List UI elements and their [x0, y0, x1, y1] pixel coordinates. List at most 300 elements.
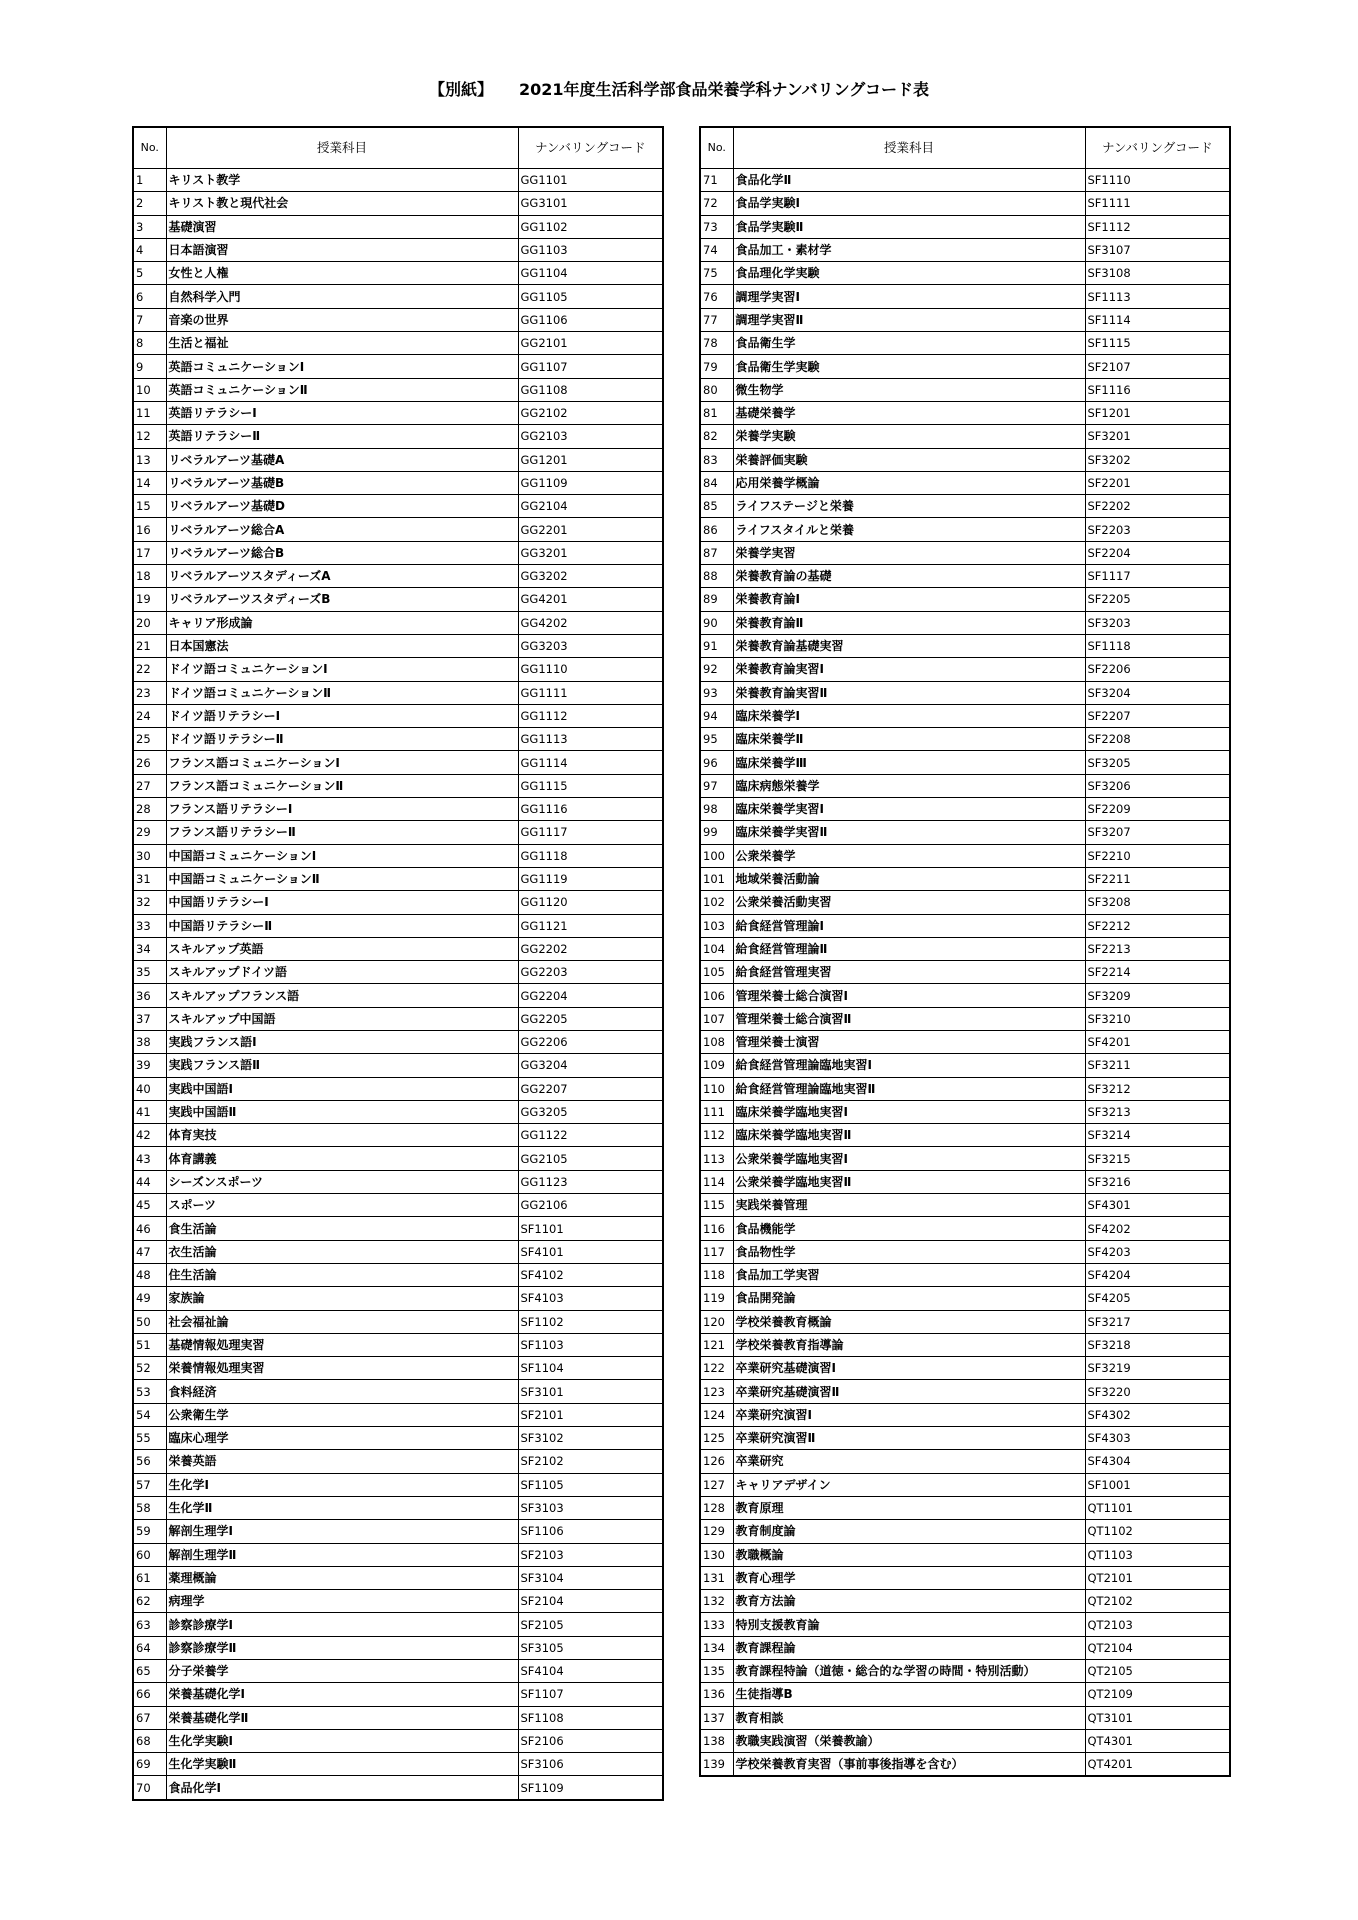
- numbering-code: SF3220: [1085, 1380, 1230, 1403]
- course-name: 栄養教育論実習Ⅱ: [733, 681, 1085, 704]
- table-row: [700, 448, 1230, 471]
- row-number: 120: [700, 1310, 733, 1333]
- course-name: 教育制度論: [733, 1520, 1085, 1543]
- numbering-code: SF3107: [1085, 238, 1230, 261]
- course-name: 応用栄養学概論: [733, 471, 1085, 494]
- course-name: 英語リテラシーⅡ: [166, 425, 518, 448]
- row-number: 71: [700, 169, 733, 192]
- table-row: [700, 1147, 1230, 1170]
- row-number: 28: [133, 798, 166, 821]
- course-name: 公衆衛生学: [166, 1403, 518, 1426]
- numbering-code: GG1107: [518, 355, 663, 378]
- course-name: スキルアップ中国語: [166, 1007, 518, 1030]
- numbering-code: GG1113: [518, 728, 663, 751]
- row-number: 82: [700, 425, 733, 448]
- table-row: [133, 332, 663, 355]
- row-number: 18: [133, 565, 166, 588]
- table-row: [700, 1660, 1230, 1683]
- table-row: [133, 728, 663, 751]
- table-row: [133, 1310, 663, 1333]
- document-title: [0, 77, 1358, 100]
- course-name: 栄養教育論Ⅰ: [733, 588, 1085, 611]
- numbering-code: SF2205: [1085, 588, 1230, 611]
- numbering-code: SF4201: [1085, 1030, 1230, 1053]
- table-header-row: [700, 127, 1230, 169]
- course-name: 食品学実験Ⅰ: [733, 192, 1085, 215]
- row-number: 137: [700, 1706, 733, 1729]
- numbering-code: SF3207: [1085, 821, 1230, 844]
- course-name: 栄養英語: [166, 1450, 518, 1473]
- row-number: 125: [700, 1427, 733, 1450]
- course-name: 生徒指導B: [733, 1683, 1085, 1706]
- table-row: [133, 215, 663, 238]
- row-number: 62: [133, 1590, 166, 1613]
- numbering-code: SF4301: [1085, 1194, 1230, 1217]
- row-number: 84: [700, 471, 733, 494]
- table-body-left: [133, 169, 663, 1800]
- course-name: 生化学Ⅰ: [166, 1473, 518, 1496]
- table-row: [700, 1636, 1230, 1659]
- numbering-code: GG1201: [518, 448, 663, 471]
- numbering-code: SF1113: [1085, 285, 1230, 308]
- table-row: [700, 1613, 1230, 1636]
- course-name: リベラルアーツ基礎A: [166, 448, 518, 471]
- table-row: [700, 611, 1230, 634]
- course-name: 住生活論: [166, 1263, 518, 1286]
- row-number: 58: [133, 1496, 166, 1519]
- row-number: 87: [700, 541, 733, 564]
- course-name: 食品学実験Ⅱ: [733, 215, 1085, 238]
- table-body-right: [700, 169, 1230, 1777]
- row-number: 136: [700, 1683, 733, 1706]
- table-row: [133, 1776, 663, 1800]
- row-number: 43: [133, 1147, 166, 1170]
- numbering-code: SF3106: [518, 1753, 663, 1776]
- numbering-code: GG3203: [518, 634, 663, 657]
- table-row: [700, 425, 1230, 448]
- table-row: [700, 355, 1230, 378]
- numbering-code: QT2104: [1085, 1636, 1230, 1659]
- numbering-code: SF4302: [1085, 1403, 1230, 1426]
- course-name: 地域栄養活動論: [733, 867, 1085, 890]
- numbering-code: GG3202: [518, 565, 663, 588]
- table-row: [133, 1403, 663, 1426]
- row-number: 14: [133, 471, 166, 494]
- numbering-code: SF3217: [1085, 1310, 1230, 1333]
- row-number: 115: [700, 1194, 733, 1217]
- course-name: 自然科学入門: [166, 285, 518, 308]
- table-row: [700, 285, 1230, 308]
- numbering-code: SF2206: [1085, 658, 1230, 681]
- numbering-code: GG1116: [518, 798, 663, 821]
- numbering-code: GG1102: [518, 215, 663, 238]
- row-number: 13: [133, 448, 166, 471]
- table-row: [133, 285, 663, 308]
- row-number: 109: [700, 1054, 733, 1077]
- table-row: [133, 262, 663, 285]
- numbering-code: SF1114: [1085, 308, 1230, 331]
- row-number: 64: [133, 1636, 166, 1659]
- course-name: 教育方法論: [733, 1590, 1085, 1613]
- row-number: 77: [700, 308, 733, 331]
- numbering-table-right: [699, 126, 1231, 1777]
- course-name: 卒業研究演習Ⅱ: [733, 1427, 1085, 1450]
- row-number: 46: [133, 1217, 166, 1240]
- table-row: [133, 1333, 663, 1356]
- row-number: 104: [700, 937, 733, 960]
- table-row: [133, 658, 663, 681]
- numbering-code: SF1108: [518, 1706, 663, 1729]
- numbering-code: SF1102: [518, 1310, 663, 1333]
- table-row: [133, 798, 663, 821]
- header-code: ナンバリングコード: [518, 127, 663, 169]
- course-name: フランス語コミュニケーションⅠ: [166, 751, 518, 774]
- course-name: 日本国憲法: [166, 634, 518, 657]
- row-number: 89: [700, 588, 733, 611]
- row-number: 26: [133, 751, 166, 774]
- row-number: 98: [700, 798, 733, 821]
- row-number: 16: [133, 518, 166, 541]
- course-name: スキルアップ英語: [166, 937, 518, 960]
- row-number: 111: [700, 1100, 733, 1123]
- course-name: 食品化学Ⅰ: [166, 1776, 518, 1800]
- row-number: 20: [133, 611, 166, 634]
- row-number: 76: [700, 285, 733, 308]
- course-name: 社会福祉論: [166, 1310, 518, 1333]
- course-name: 食品衛生学: [733, 332, 1085, 355]
- numbering-table-left: [132, 126, 664, 1801]
- numbering-code: GG2206: [518, 1030, 663, 1053]
- numbering-code: GG1120: [518, 891, 663, 914]
- table-row: [700, 495, 1230, 518]
- course-name: 診察診療学Ⅰ: [166, 1613, 518, 1636]
- row-number: 68: [133, 1729, 166, 1752]
- table-row: [133, 355, 663, 378]
- numbering-code: GG1118: [518, 844, 663, 867]
- title-prefix: 【別紙】: [429, 80, 494, 99]
- row-number: 59: [133, 1520, 166, 1543]
- course-name: 公衆栄養学: [733, 844, 1085, 867]
- course-name: 体育実技: [166, 1124, 518, 1147]
- table-row: [133, 541, 663, 564]
- course-name: 日本語演習: [166, 238, 518, 261]
- row-number: 25: [133, 728, 166, 751]
- course-name: 薬理概論: [166, 1566, 518, 1589]
- course-name: 衣生活論: [166, 1240, 518, 1263]
- row-number: 81: [700, 401, 733, 424]
- row-number: 67: [133, 1706, 166, 1729]
- row-number: 23: [133, 681, 166, 704]
- numbering-code: SF3206: [1085, 774, 1230, 797]
- course-name: 栄養学実験: [733, 425, 1085, 448]
- course-name: 臨床栄養学実習Ⅱ: [733, 821, 1085, 844]
- row-number: 24: [133, 704, 166, 727]
- table-row: [700, 1520, 1230, 1543]
- course-name: キャリア形成論: [166, 611, 518, 634]
- row-number: 8: [133, 332, 166, 355]
- numbering-code: GG4201: [518, 588, 663, 611]
- numbering-code: SF1001: [1085, 1473, 1230, 1496]
- course-name: フランス語リテラシーⅡ: [166, 821, 518, 844]
- numbering-code: QT4301: [1085, 1729, 1230, 1752]
- numbering-code: SF1106: [518, 1520, 663, 1543]
- row-number: 86: [700, 518, 733, 541]
- table-row: [133, 495, 663, 518]
- row-number: 118: [700, 1263, 733, 1286]
- numbering-code: QT1103: [1085, 1543, 1230, 1566]
- table-row: [133, 844, 663, 867]
- numbering-code: GG1114: [518, 751, 663, 774]
- course-name: 病理学: [166, 1590, 518, 1613]
- row-number: 52: [133, 1357, 166, 1380]
- table-row: [133, 1077, 663, 1100]
- numbering-code: QT4201: [1085, 1753, 1230, 1777]
- numbering-code: SF1104: [518, 1357, 663, 1380]
- course-name: キリスト教学: [166, 169, 518, 192]
- row-number: 10: [133, 378, 166, 401]
- course-name: 臨床栄養学Ⅰ: [733, 704, 1085, 727]
- course-name: 栄養教育論Ⅱ: [733, 611, 1085, 634]
- row-number: 69: [133, 1753, 166, 1776]
- numbering-code: GG2204: [518, 984, 663, 1007]
- table-row: [700, 681, 1230, 704]
- row-number: 40: [133, 1077, 166, 1100]
- row-number: 30: [133, 844, 166, 867]
- row-number: 116: [700, 1217, 733, 1240]
- header-code: ナンバリングコード: [1085, 127, 1230, 169]
- row-number: 114: [700, 1170, 733, 1193]
- numbering-code: SF2201: [1085, 471, 1230, 494]
- course-name: 教育心理学: [733, 1566, 1085, 1589]
- numbering-code: GG2105: [518, 1147, 663, 1170]
- table-row: [700, 1357, 1230, 1380]
- row-number: 134: [700, 1636, 733, 1659]
- row-number: 117: [700, 1240, 733, 1263]
- row-number: 72: [700, 192, 733, 215]
- row-number: 80: [700, 378, 733, 401]
- numbering-code: SF3108: [1085, 262, 1230, 285]
- header-subject: 授業科目: [166, 127, 518, 169]
- numbering-code: GG1112: [518, 704, 663, 727]
- numbering-code: SF1101: [518, 1217, 663, 1240]
- row-number: 96: [700, 751, 733, 774]
- course-name: スキルアップフランス語: [166, 984, 518, 1007]
- row-number: 124: [700, 1403, 733, 1426]
- course-name: 栄養評価実験: [733, 448, 1085, 471]
- numbering-code: GG1117: [518, 821, 663, 844]
- row-number: 133: [700, 1613, 733, 1636]
- table-row: [133, 1590, 663, 1613]
- row-number: 135: [700, 1660, 733, 1683]
- table-row: [133, 1240, 663, 1263]
- course-name: 解剖生理学Ⅰ: [166, 1520, 518, 1543]
- row-number: 44: [133, 1170, 166, 1193]
- numbering-code: SF1107: [518, 1683, 663, 1706]
- table-row: [700, 798, 1230, 821]
- table-row: [133, 401, 663, 424]
- table-row: [133, 1194, 663, 1217]
- table-row: [700, 378, 1230, 401]
- course-name: 食品加工・素材学: [733, 238, 1085, 261]
- numbering-code: QT1101: [1085, 1496, 1230, 1519]
- numbering-code: SF2212: [1085, 914, 1230, 937]
- numbering-code: QT2105: [1085, 1660, 1230, 1683]
- numbering-code: GG3201: [518, 541, 663, 564]
- table-row: [700, 751, 1230, 774]
- row-number: 126: [700, 1450, 733, 1473]
- numbering-code: SF3208: [1085, 891, 1230, 914]
- row-number: 12: [133, 425, 166, 448]
- course-name: 管理栄養士総合演習Ⅰ: [733, 984, 1085, 1007]
- table-row: [133, 1753, 663, 1776]
- row-number: 97: [700, 774, 733, 797]
- table-row: [700, 1217, 1230, 1240]
- numbering-code: SF2106: [518, 1729, 663, 1752]
- course-name: 管理栄養士演習: [733, 1030, 1085, 1053]
- numbering-code: GG1106: [518, 308, 663, 331]
- row-number: 105: [700, 961, 733, 984]
- course-name: 臨床栄養学実習Ⅰ: [733, 798, 1085, 821]
- numbering-code: SF1116: [1085, 378, 1230, 401]
- course-name: 食品機能学: [733, 1217, 1085, 1240]
- table-row: [700, 1427, 1230, 1450]
- row-number: 50: [133, 1310, 166, 1333]
- course-name: キリスト教と現代社会: [166, 192, 518, 215]
- row-number: 2: [133, 192, 166, 215]
- row-number: 6: [133, 285, 166, 308]
- row-number: 91: [700, 634, 733, 657]
- row-number: 83: [700, 448, 733, 471]
- numbering-code: SF4304: [1085, 1450, 1230, 1473]
- table-row: [133, 308, 663, 331]
- row-number: 139: [700, 1753, 733, 1777]
- table-row: [133, 1473, 663, 1496]
- table-row: [133, 378, 663, 401]
- row-number: 90: [700, 611, 733, 634]
- course-name: 栄養学実習: [733, 541, 1085, 564]
- numbering-code: GG1109: [518, 471, 663, 494]
- numbering-code: SF3213: [1085, 1100, 1230, 1123]
- table-row: [700, 1100, 1230, 1123]
- table-row: [700, 1683, 1230, 1706]
- row-number: 45: [133, 1194, 166, 1217]
- course-name: 公衆栄養学臨地実習Ⅰ: [733, 1147, 1085, 1170]
- row-number: 75: [700, 262, 733, 285]
- course-name: 卒業研究: [733, 1450, 1085, 1473]
- row-number: 27: [133, 774, 166, 797]
- table-row: [700, 1450, 1230, 1473]
- course-name: 食品開発論: [733, 1287, 1085, 1310]
- numbering-code: GG3204: [518, 1054, 663, 1077]
- row-number: 61: [133, 1566, 166, 1589]
- course-name: 実践フランス語Ⅰ: [166, 1030, 518, 1053]
- table-row: [700, 215, 1230, 238]
- course-name: シーズンスポーツ: [166, 1170, 518, 1193]
- numbering-code: SF1115: [1085, 332, 1230, 355]
- course-name: 中国語リテラシーⅠ: [166, 891, 518, 914]
- course-name: 基礎情報処理実習: [166, 1333, 518, 1356]
- table-row: [700, 1077, 1230, 1100]
- table-row: [133, 1706, 663, 1729]
- course-name: 分子栄養学: [166, 1660, 518, 1683]
- table-row: [700, 1310, 1230, 1333]
- table-row: [133, 1729, 663, 1752]
- course-name: 教職概論: [733, 1543, 1085, 1566]
- table-row: [133, 169, 663, 192]
- table-row: [133, 1566, 663, 1589]
- table-row: [700, 658, 1230, 681]
- row-number: 95: [700, 728, 733, 751]
- course-name: 管理栄養士総合演習Ⅱ: [733, 1007, 1085, 1030]
- row-number: 15: [133, 495, 166, 518]
- table-row: [133, 1357, 663, 1380]
- row-number: 102: [700, 891, 733, 914]
- row-number: 128: [700, 1496, 733, 1519]
- numbering-code: GG1121: [518, 914, 663, 937]
- row-number: 106: [700, 984, 733, 1007]
- row-number: 70: [133, 1776, 166, 1800]
- table-row: [700, 1170, 1230, 1193]
- numbering-code: SF3201: [1085, 425, 1230, 448]
- row-number: 41: [133, 1100, 166, 1123]
- numbering-code: GG4202: [518, 611, 663, 634]
- numbering-code: GG1115: [518, 774, 663, 797]
- row-number: 3: [133, 215, 166, 238]
- course-name: 英語リテラシーⅠ: [166, 401, 518, 424]
- row-number: 48: [133, 1263, 166, 1286]
- numbering-code: QT2102: [1085, 1590, 1230, 1613]
- row-number: 22: [133, 658, 166, 681]
- row-number: 73: [700, 215, 733, 238]
- course-name: 体育講義: [166, 1147, 518, 1170]
- course-name: 診察診療学Ⅱ: [166, 1636, 518, 1659]
- numbering-code: SF2103: [518, 1543, 663, 1566]
- table-row: [700, 1403, 1230, 1426]
- row-number: 17: [133, 541, 166, 564]
- row-number: 54: [133, 1403, 166, 1426]
- table-row: [133, 867, 663, 890]
- table-row: [700, 1380, 1230, 1403]
- row-number: 127: [700, 1473, 733, 1496]
- row-number: 78: [700, 332, 733, 355]
- table-row: [700, 961, 1230, 984]
- row-number: 99: [700, 821, 733, 844]
- numbering-code: SF2204: [1085, 541, 1230, 564]
- numbering-code: SF2209: [1085, 798, 1230, 821]
- numbering-code: SF2104: [518, 1590, 663, 1613]
- table-row: [133, 1100, 663, 1123]
- course-name: 臨床栄養学Ⅱ: [733, 728, 1085, 751]
- table-row: [700, 634, 1230, 657]
- table-row: [133, 1124, 663, 1147]
- course-name: 解剖生理学Ⅱ: [166, 1543, 518, 1566]
- row-number: 100: [700, 844, 733, 867]
- course-name: 栄養基礎化学Ⅰ: [166, 1683, 518, 1706]
- numbering-code: GG1110: [518, 658, 663, 681]
- numbering-code: SF3203: [1085, 611, 1230, 634]
- numbering-code: SF3216: [1085, 1170, 1230, 1193]
- table-row: [133, 1636, 663, 1659]
- numbering-code: SF2105: [518, 1613, 663, 1636]
- numbering-code: SF4202: [1085, 1217, 1230, 1240]
- row-number: 129: [700, 1520, 733, 1543]
- course-name: 公衆栄養活動実習: [733, 891, 1085, 914]
- numbering-code: SF4103: [518, 1287, 663, 1310]
- table-row: [700, 1263, 1230, 1286]
- course-name: 給食経営管理論臨地実習Ⅱ: [733, 1077, 1085, 1100]
- header-subject: 授業科目: [733, 127, 1085, 169]
- numbering-code: SF2210: [1085, 844, 1230, 867]
